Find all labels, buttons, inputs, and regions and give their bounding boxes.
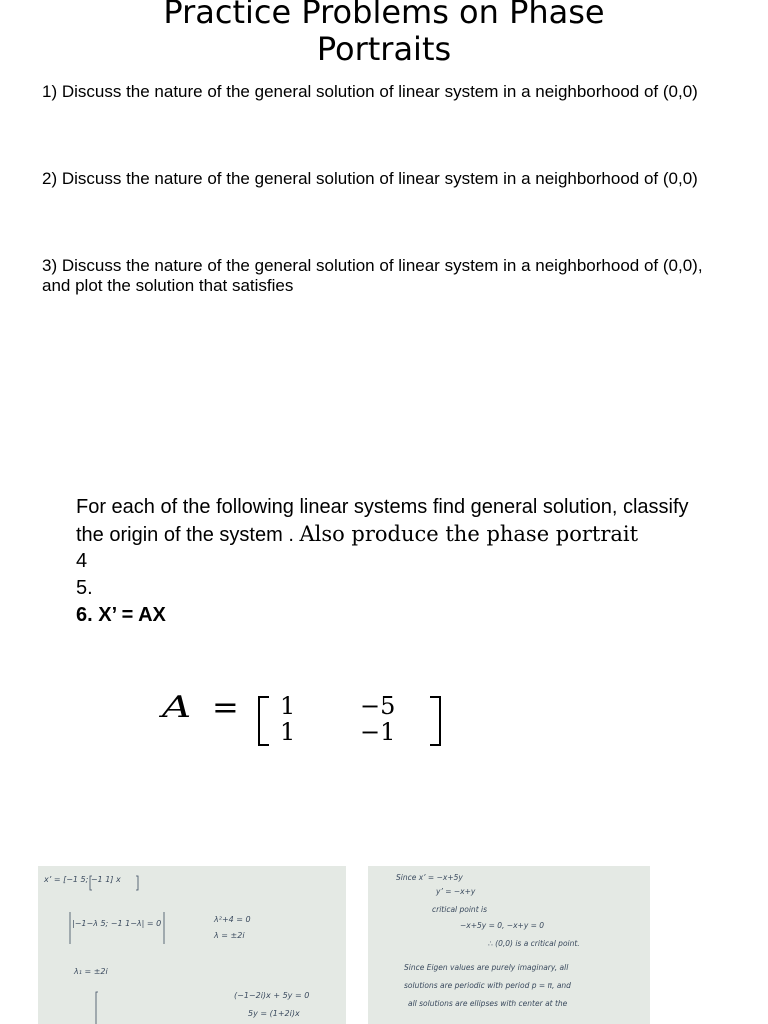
hw-left-5: (−1−2i)x + 5y = 0 xyxy=(234,991,310,1000)
instructions-line2 xyxy=(76,521,638,549)
page-title-line1: Practice Problems on Phase xyxy=(163,0,605,31)
hw-left-1: |−1−λ 5; −1 1−λ| = 0 xyxy=(72,919,162,928)
matrix-equals: = xyxy=(212,688,239,726)
hw-right-3: −x+5y = 0, −x+y = 0 xyxy=(460,921,545,930)
hw-right-2: critical point is xyxy=(432,905,488,914)
question-1: 1) Discuss the nature of the general solution of linear system in a neighborhood of (0,0) xyxy=(42,82,698,101)
question-3-line2: and plot the solution that satisfies xyxy=(42,276,294,295)
hw-left-0: x’ = [−1 5; −1 1] x xyxy=(44,875,121,884)
hw-right-0: Since x’ = −x+5y xyxy=(396,873,463,882)
hw-left-bracket-c xyxy=(96,992,98,1024)
question-3-line1: 3) Discuss the nature of the general solution of linear system in a neighborhood of (0,0), xyxy=(42,256,703,275)
page-title xyxy=(0,0,768,68)
item-4: 4 xyxy=(76,550,88,572)
matrix-entry-21: 1 xyxy=(280,718,296,746)
hw-right-5: Since Eigen values are purely imaginary, all xyxy=(404,963,569,972)
handwriting-left-svg xyxy=(38,866,346,1024)
matrix-left-bracket xyxy=(258,696,269,746)
hw-right-4: ∴ (0,0) is a critical point. xyxy=(488,939,580,948)
item-5: 5. xyxy=(76,577,93,599)
matrix-symbol: A xyxy=(162,690,192,725)
hw-left-bracket-b xyxy=(136,876,138,890)
handwritten-solution-photo-left xyxy=(38,866,346,1024)
instructions-line2-serif: Also produce the phase portrait xyxy=(299,522,639,546)
matrix-entry-12: −5 xyxy=(360,692,396,720)
hw-right-7: all solutions are ellipses with center at the xyxy=(408,999,568,1008)
instructions-line1: For each of the following linear systems find general solution, classify xyxy=(76,496,689,518)
handwritten-solution-photo-right xyxy=(368,866,650,1024)
handwriting-right-svg xyxy=(368,866,650,1024)
item-6: 6. X’ = AX xyxy=(76,604,166,626)
page-title-line2: Portraits xyxy=(316,30,452,68)
matrix-entry-22: −1 xyxy=(360,718,396,746)
question-2: 2) Discuss the nature of the general solution of linear system in a neighborhood of (0,0) xyxy=(42,169,698,188)
hw-right-1: y’ = −x+y xyxy=(436,887,476,896)
matrix-entry-11: 1 xyxy=(280,692,296,720)
matrix-right-bracket xyxy=(430,696,441,746)
hw-left-6: 5y = (1+2i)x xyxy=(248,1009,300,1018)
instructions-line2-text: the origin of the system . xyxy=(76,524,300,546)
question-3 xyxy=(42,256,703,296)
hw-right-6: solutions are periodic with period p = π, and xyxy=(404,981,571,990)
hw-left-4: λ₁ = ±2i xyxy=(74,967,108,976)
hw-left-3: λ = ±2i xyxy=(214,931,245,940)
matrix-equation xyxy=(160,688,460,752)
hw-left-2: λ²+4 = 0 xyxy=(214,915,251,924)
